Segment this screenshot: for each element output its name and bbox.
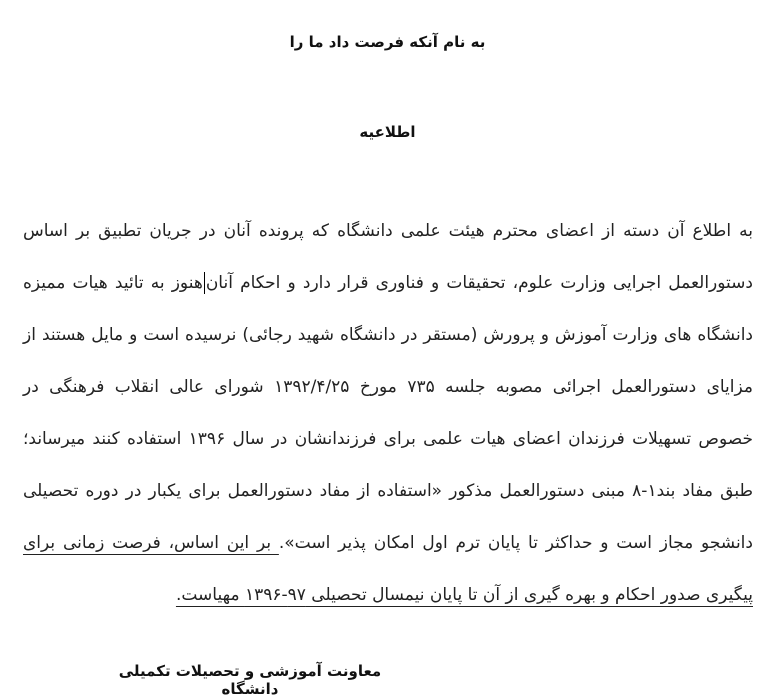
body-line-1: به اطلاع آن دسته از اعضای محترم هیئت علمی دانشگاه که پرونده آنان در جریان تطبیق بر اساس	[23, 221, 753, 241]
body-line-8-underlined: پیگیری صدور احکام و بهره گیری از آن تا پایان نیمسال تحصیلی ۹۷-۱۳۹۶ مهیاست.	[175, 585, 753, 605]
signature-block: معاونت آموزشی و تحصیلات تکمیلی دانشگاه	[118, 662, 382, 698]
body-line-7	[23, 517, 753, 569]
notice-title: اطلاعیه	[359, 123, 416, 141]
body-line-3: دانشگاه های وزارت آموزش و پرورش (مستقر در دانشگاه شهید رجائی) نرسیده است و مایل هستند از	[23, 325, 753, 345]
body-line-4: مزایای دستورالعمل اجرائی مصوبه جلسه ۷۳۵ مورخ ۱۳۹۲/۴/۲۵ شورای عالی انقلاب فرهنگی در	[23, 377, 753, 397]
basmala-heading: به نام آنکه فرصت داد ما را	[289, 33, 486, 51]
body-line-2-part-2: هنوز به تائید هیات ممیزه	[23, 273, 203, 293]
notice-body	[23, 205, 753, 621]
text-cursor	[204, 272, 205, 294]
body-line-2	[23, 257, 753, 309]
body-line-7-underlined: بر این اساس، فرصت زمانی برای	[23, 533, 279, 553]
body-line-6: طبق مفاد بند۱-۸ مبنی دستورالعمل مذکور «استفاده از مفاد دستورالعمل برای یکبار در دوره تحصیلی	[23, 481, 753, 501]
body-line-7-plain: دانشجو مجاز است و حداکثر تا پایان ترم اول امکان پذیر است».	[278, 533, 753, 553]
body-line-5: خصوص تسهیلات فرزندان اعضای هیات علمی برای فرزندانشان در سال ۱۳۹۶ استفاده کنند میرساند؛	[23, 429, 753, 449]
body-line-2-part-1: دستورالعمل اجرایی وزارت علوم، تحقیقات و فناوری قرار دارد و احکام آنان	[205, 273, 753, 293]
